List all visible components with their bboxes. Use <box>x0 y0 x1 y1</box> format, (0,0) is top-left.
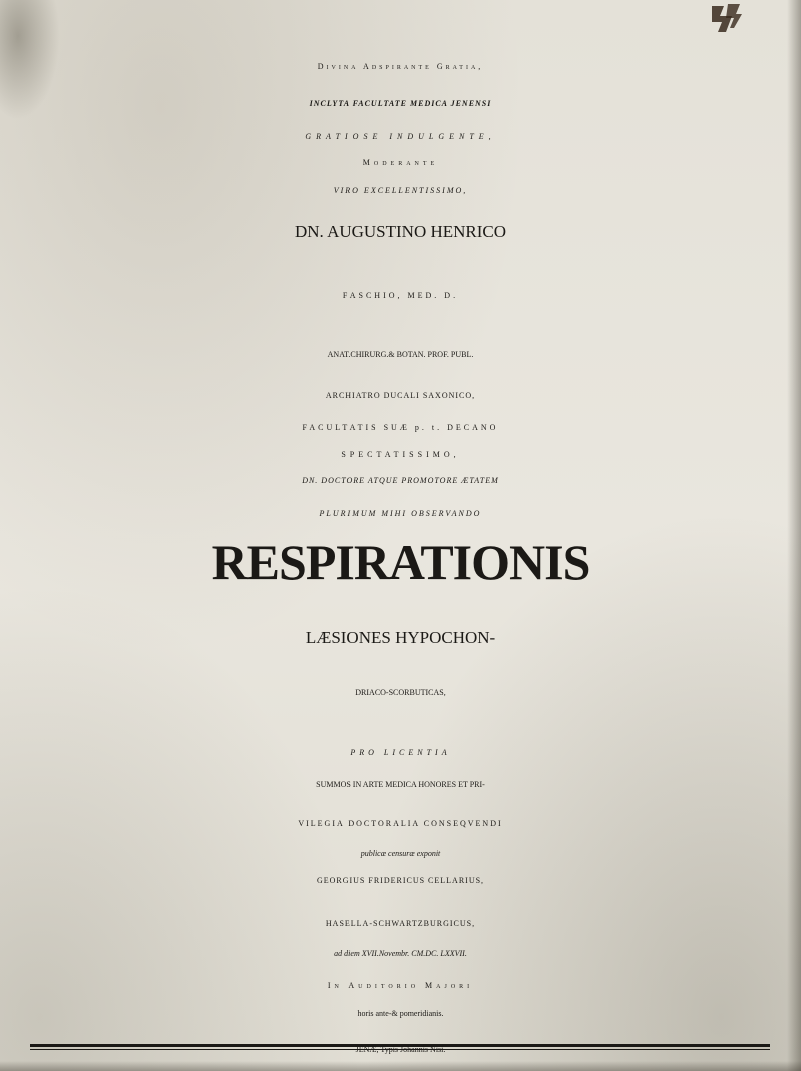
decanus-line: FACULTATIS SUÆ p. t. DECANO <box>302 423 499 432</box>
respondent-name: GEORGIUS FRIDERICUS CELLARIUS, <box>316 876 485 885</box>
promotor-line: DN. DOCTORE ATQUE PROMOTORE ÆTATEM <box>302 476 499 485</box>
thesis-title-line2: LÆSIONES HYPOCHON- <box>305 628 496 647</box>
thesis-title-line3: DRIACO-SCORBUTICAS, <box>355 688 446 697</box>
honores-line: SUMMOS IN ARTE MEDICA HONORES ET PRI- <box>316 780 485 789</box>
library-stamp-mark <box>706 2 746 36</box>
praeses-archiater: ARCHIATRO DUCALI SAXONICO, <box>325 391 476 400</box>
praeses-surname: FASCHIO, MED. D. <box>342 291 459 300</box>
pro-licentia-line: PRO LICENTIA <box>350 748 451 757</box>
censura-line: publicæ censuræ exponit <box>360 849 441 858</box>
faculty-line: INCLYTA FACULTATE MEDICA JENENSI <box>309 99 492 108</box>
praeses-name: DN. AUGUSTINO HENRICO <box>294 222 507 241</box>
spectatissimo-line: SPECTATISSIMO, <box>341 450 460 459</box>
respondent-origin: HASELLA-SCHWARTZBURGICUS, <box>325 919 476 928</box>
privilegia-line: VILEGIA DOCTORALIA CONSEQVENDI <box>298 819 503 828</box>
praeses-professorship: ANAT.CHIRURG.& BOTAN. PROF. PUBL. <box>327 350 474 359</box>
viro-line: VIRO EXCELLENTISSIMO, <box>333 186 468 195</box>
page-bottom-shadow <box>0 1061 801 1071</box>
invocation-line: Divina Adspirante Gratia, <box>317 62 484 71</box>
gratiose-line: GRATIOSE INDULGENTE, <box>305 132 496 141</box>
moderante-line: Moderante <box>362 158 439 167</box>
thesis-title-main: RESPIRATIONIS <box>211 534 590 590</box>
auditorium-line: In Auditorio Majori <box>327 981 474 990</box>
observando-line: PLURIMUM MIHI OBSERVANDO <box>319 509 482 518</box>
hours-line: horis ante-& pomeridianis. <box>357 1009 444 1018</box>
imprint-line: JENÆ, Typis Johannis Nisi. <box>355 1045 446 1054</box>
date-line: ad diem XVII.Novembr. CM.DC. LXXVII. <box>334 949 467 958</box>
